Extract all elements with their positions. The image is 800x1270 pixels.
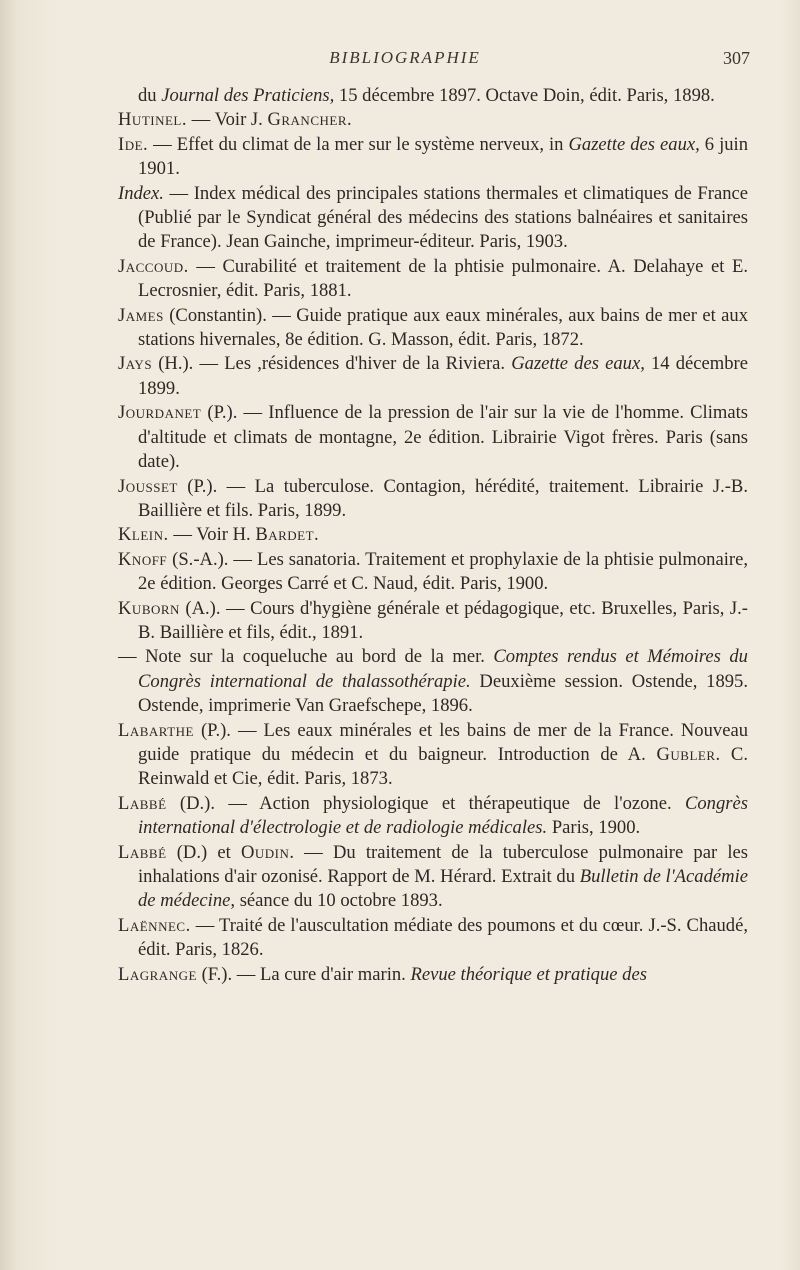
entry-author: Jousset bbox=[118, 475, 178, 497]
entry-text: — Effet du climat de la mer sur le système nerveux, in bbox=[148, 133, 569, 155]
page-number: 307 bbox=[723, 48, 750, 68]
entry-text: (D.) et bbox=[166, 841, 241, 863]
entry-text: — Voir H. bbox=[168, 524, 256, 546]
entry-rest: . — Du traitement de la tuberculose pulmonaire par les inhalations d'air ozonisé. Rapport de M. Hérard. Extrait du bbox=[138, 841, 748, 887]
entry-text: — Voir J. bbox=[187, 109, 268, 131]
bibliography-entry bbox=[118, 475, 748, 524]
entry-author: Jays bbox=[118, 353, 153, 375]
entry-author: Labarthe bbox=[118, 719, 194, 741]
bibliography-entry bbox=[118, 255, 748, 304]
bibliography-entry bbox=[118, 841, 748, 914]
entry-author: Kuborn bbox=[118, 597, 180, 619]
running-head bbox=[60, 48, 750, 78]
entry-author: Labbé bbox=[118, 792, 167, 814]
entry-text: (A.). — Cours d'hygiène générale et pédagogique, etc. Bruxelles, Paris, J.-B. Baillière et fils, édit., 1891. bbox=[138, 597, 748, 643]
entry-text: (P.). — La tuberculose. Contagion, hérédité, traitement. Librairie J.-B. Baillière et fils. Paris, 1899. bbox=[138, 475, 748, 521]
entry-sc2: Oudin bbox=[240, 841, 290, 863]
entry-text: (D.). — Action physiologique et thérapeutique de l'ozone. bbox=[166, 792, 685, 814]
entry-rest: 15 décembre 1897. Octave Doin, édit. Paris, 1898. bbox=[334, 85, 715, 106]
bibliography-entry bbox=[118, 719, 748, 792]
entry-sc2: Bardet bbox=[255, 524, 315, 546]
bibliography-entry bbox=[118, 133, 748, 182]
entry-italic0: Index. bbox=[118, 182, 164, 204]
entry-author: Labbé bbox=[118, 841, 167, 863]
bibliography-entry bbox=[118, 304, 748, 353]
entry-author: Lagrange bbox=[118, 963, 197, 985]
entry-italic1: Congrès international d'électrologie et de radiologie médicales. bbox=[138, 792, 748, 839]
entry-sc2: Grancher bbox=[267, 109, 347, 131]
entry-text: du bbox=[138, 85, 162, 106]
entry-italic1: Revue théorique et pratique des bbox=[410, 963, 647, 985]
bibliography-entry bbox=[118, 401, 748, 474]
entry-author: Jourdanet bbox=[118, 402, 202, 424]
bibliography-entry bbox=[118, 914, 748, 963]
entry-text: (Constantin). — Guide pratique aux eaux minérales, aux bains de mer et aux stations hivernales, 8e édition. G. Masson, édit. Paris, 1872. bbox=[138, 304, 748, 351]
bibliography-entry bbox=[118, 548, 748, 597]
entry-italic3: Bulletin de l'Académie de médecine, bbox=[138, 866, 748, 912]
entry-rest2: séance du 10 octobre 1893. bbox=[235, 890, 443, 912]
entry-author: Knoff bbox=[118, 548, 168, 570]
entry-text: (H.). — Les ,résidences d'hiver de la Riviera. bbox=[152, 353, 512, 375]
entry-rest: 6 juin 1901. bbox=[138, 133, 749, 180]
entry-text: (F.). — La cure d'air marin. bbox=[196, 963, 411, 985]
entry-rest: Paris, 1900. bbox=[547, 817, 641, 839]
bibliography-entry bbox=[118, 792, 748, 841]
entry-sc2: Gubler bbox=[656, 743, 716, 765]
entry-author: Klein. bbox=[118, 524, 169, 546]
entry-text: (P.). — Influence de la pression de l'air sur la vie de l'homme. Climats d'altitude et climats de montagne, 2e édition. Librairie Vigot frères. Paris (sans date). bbox=[138, 402, 748, 473]
entry-rest: . bbox=[346, 109, 352, 131]
entry-text: — Index médical des principales stations thermales et climatiques de France (Publié par le Syndicat général des médecins des stations balnéaires et sanitaires de France). Jean Gainche, imprimeur-éditeur. Paris, 1903. bbox=[138, 182, 748, 253]
entry-author: Laënnec. bbox=[118, 914, 191, 936]
entry-italic1: Comptes rendus et Mémoires du Congrès international de thalassothérapie. bbox=[138, 646, 748, 692]
entry-italic1: Journal des Praticiens, bbox=[161, 85, 335, 106]
entry-author: Ide. bbox=[118, 133, 149, 155]
entry-italic1: Gazette des eaux, bbox=[568, 133, 700, 155]
bibliography-entry bbox=[118, 182, 748, 255]
bibliography-entry bbox=[118, 597, 748, 646]
entry-rest: Deuxième session. Ostende, 1895. Ostende, imprimerie Van Graefschepe, 1896. bbox=[138, 670, 748, 717]
bibliography-entry bbox=[118, 523, 748, 547]
entry-italic1: Gazette des eaux, bbox=[511, 353, 645, 375]
entry-text: (P.). — Les eaux minérales et les bains de mer de la France. Nouveau guide pratique du médecin et du baigneur. Introduction de A. bbox=[138, 719, 748, 765]
bibliography-entry bbox=[118, 108, 748, 132]
entry-text: — Curabilité et traitement de la phtisie pulmonaire. A. Delahaye et E. Lecrosnier, édit. Paris, 1881. bbox=[138, 255, 748, 302]
entry-text: (S.-A.). — Les sanatoria. Traitement et prophylaxie de la phtisie pulmonaire, 2e édition. Georges Carré et C. Naud, édit. Paris, 1900. bbox=[138, 548, 748, 595]
running-title: BIBLIOGRAPHIE bbox=[329, 48, 481, 67]
bibliography-entry bbox=[118, 352, 748, 401]
bibliography-list bbox=[118, 84, 748, 987]
bibliography-entry bbox=[118, 963, 748, 987]
entry-author: Jaccoud. bbox=[118, 255, 189, 277]
entry-rest: . C. Reinwald et Cie, édit. Paris, 1873. bbox=[138, 743, 748, 790]
entry-text: — Note sur la coqueluche au bord de la mer. bbox=[118, 646, 494, 668]
entry-author: James bbox=[118, 304, 164, 326]
bibliography-entry bbox=[118, 645, 748, 718]
entry-text: — Traité de l'auscultation médiate des poumons et du cœur. J.-S. Chaudé, édit. Paris, 1826. bbox=[138, 914, 748, 961]
entry-author: Hutinel. bbox=[118, 109, 188, 131]
entry-rest: . bbox=[314, 524, 319, 546]
entry-rest: 14 décembre 1899. bbox=[138, 353, 748, 399]
bibliography-entry bbox=[118, 84, 748, 108]
